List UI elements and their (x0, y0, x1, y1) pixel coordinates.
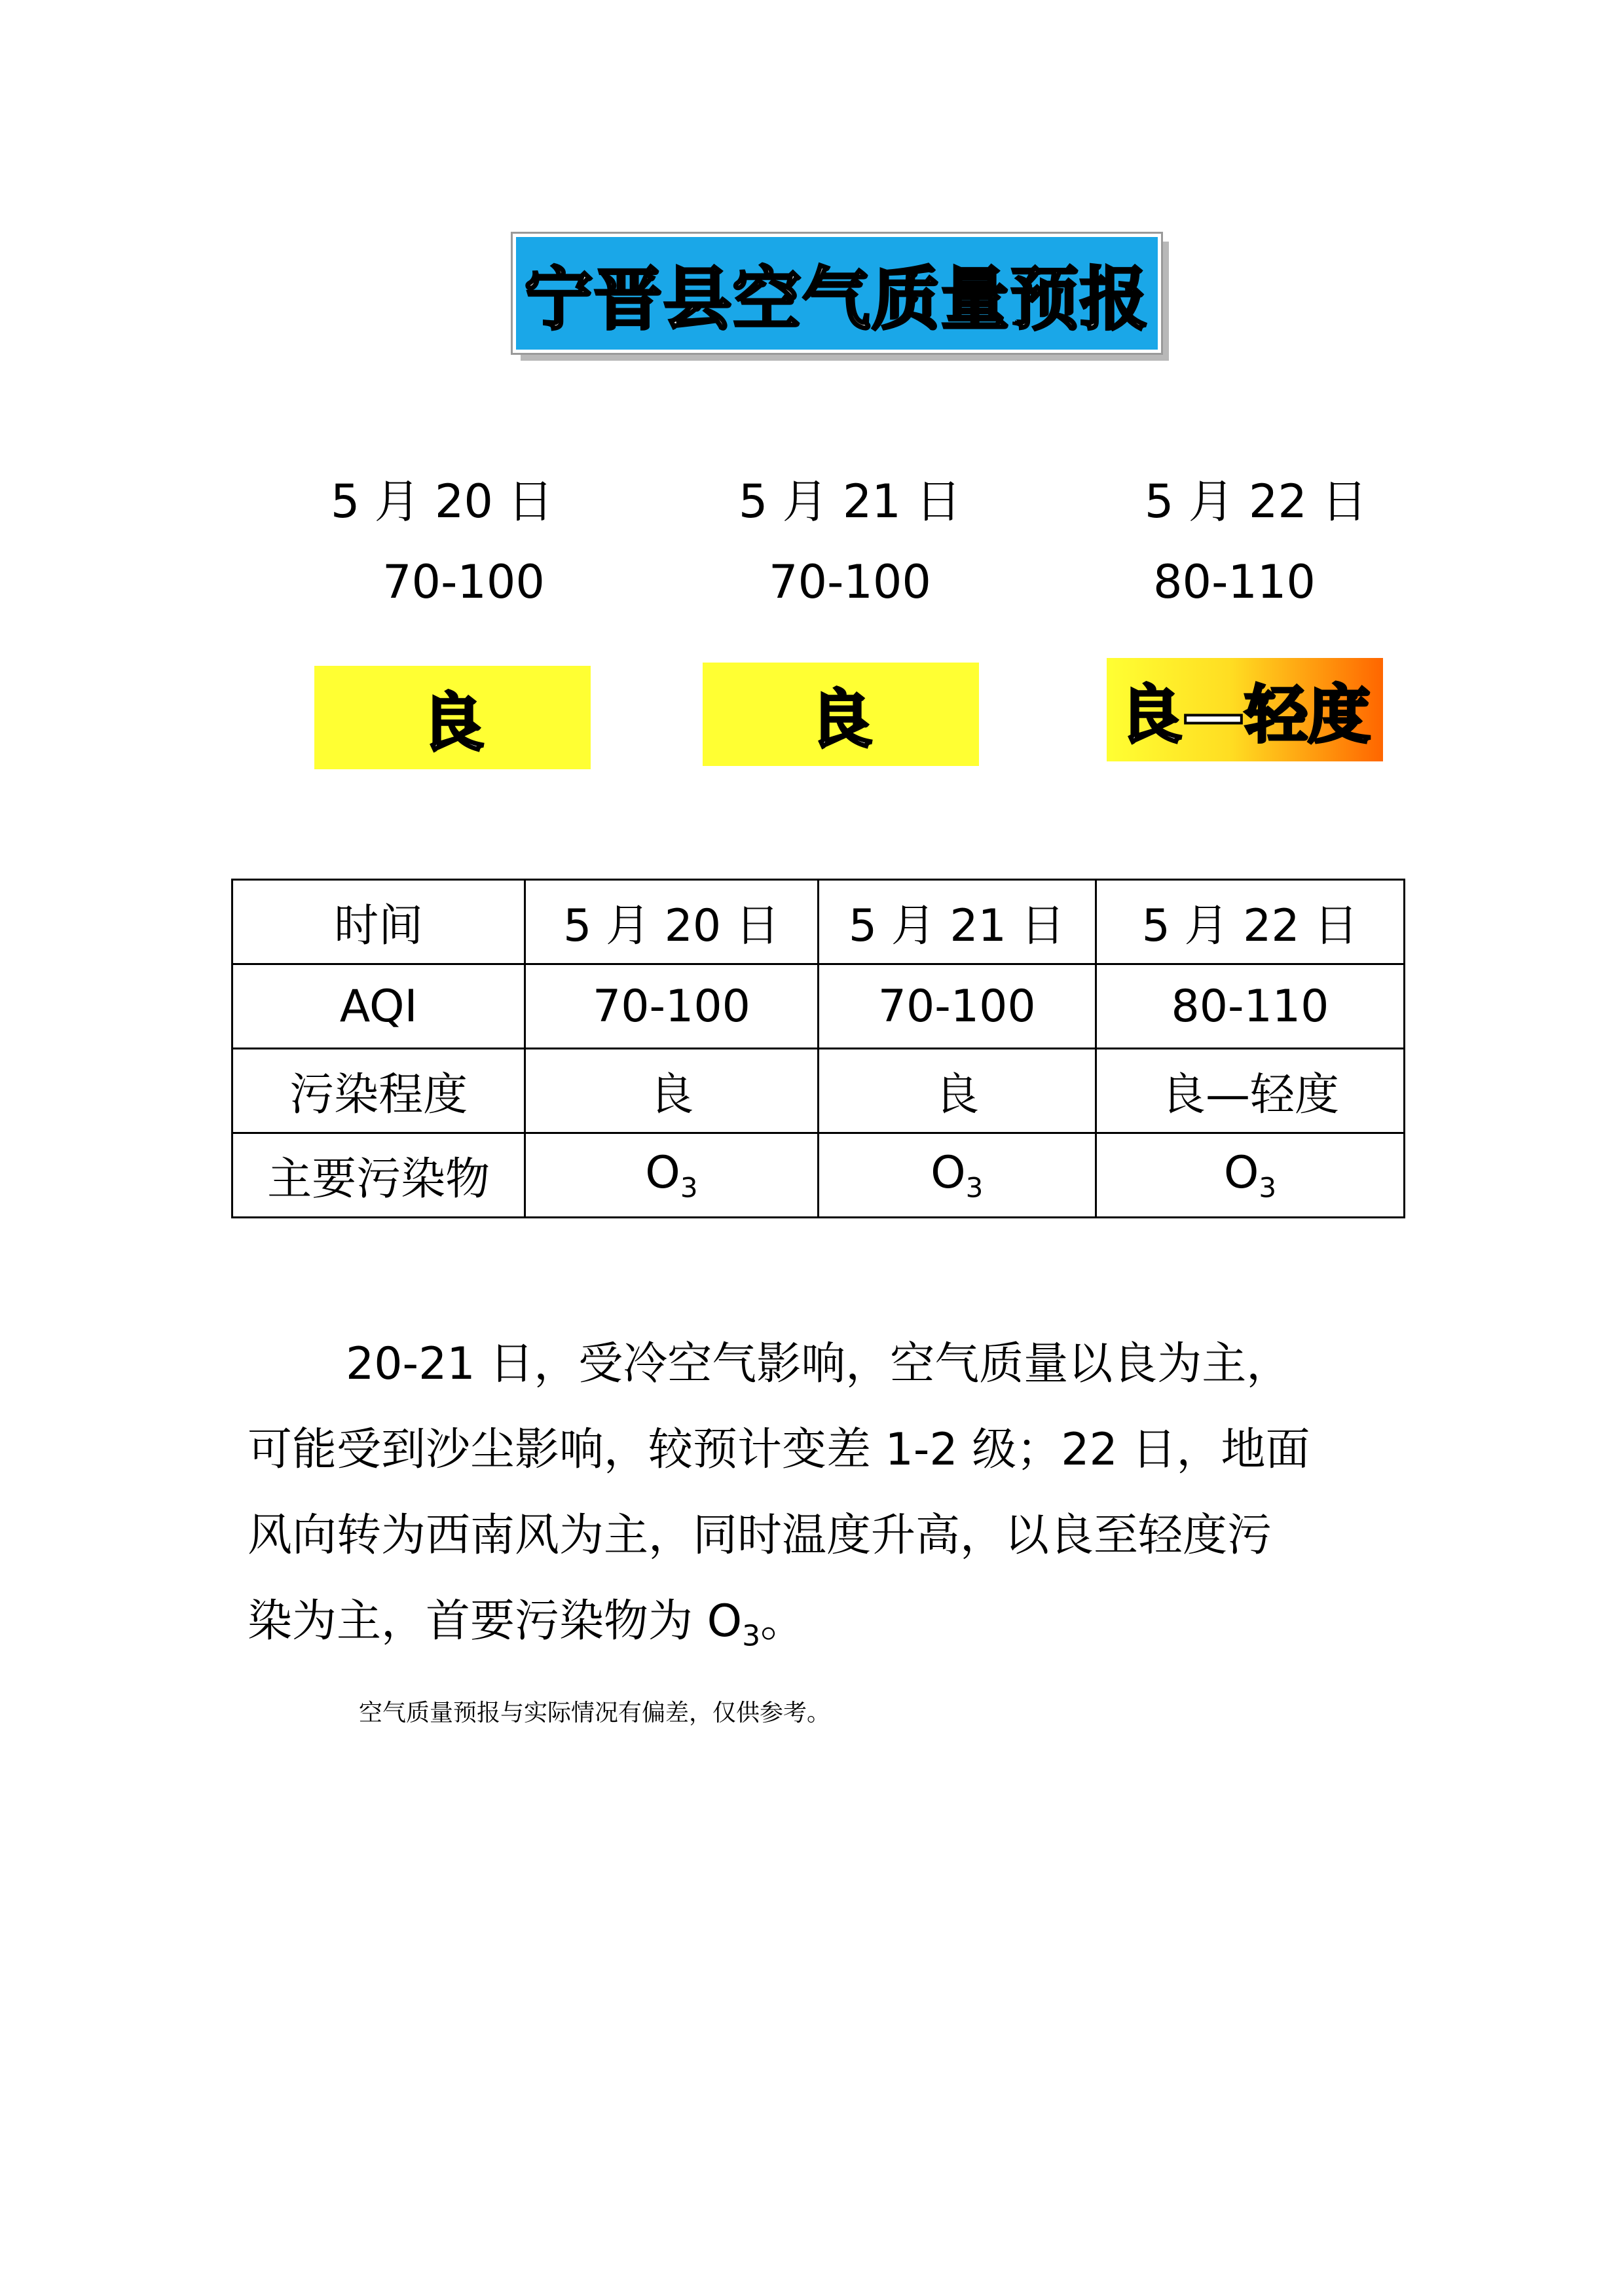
table-cell: 主要污染物 (232, 1133, 525, 1218)
disclaimer-note: 空气质量预报与实际情况有偏差，仅供参考。 (359, 1700, 831, 1726)
day2-aqi: 70-100 (769, 555, 931, 609)
day3-date: 5 月 22 日 (1144, 475, 1368, 528)
pollutant-o: O (931, 1146, 966, 1199)
table-cell: 良 (818, 1049, 1096, 1133)
table-header-cell: 时间 (232, 880, 525, 964)
day1-date: 5 月 20 日 (330, 475, 554, 528)
table-cell: 良—轻度 (1096, 1049, 1404, 1133)
title-banner (513, 234, 1161, 353)
table-cell (525, 1133, 818, 1218)
day1-level-badge (314, 666, 591, 769)
paragraph-text: 。 (760, 1595, 805, 1647)
paragraph-subscript: 3 (742, 1619, 761, 1653)
day3-aqi: 80-110 (1153, 555, 1316, 609)
table-header-cell: 5 月 22 日 (1096, 880, 1404, 964)
table-cell: 80-110 (1096, 964, 1404, 1049)
table-cell: AQI (232, 964, 525, 1049)
day2-date: 5 月 21 日 (738, 475, 962, 528)
paragraph-text: 染为主，首要污染物为 O (248, 1595, 743, 1647)
page-title: 宁晋县空气质量预报 (524, 259, 1149, 339)
day1-aqi: 70-100 (382, 555, 545, 609)
table-header-cell: 5 月 21 日 (818, 880, 1096, 964)
table-cell: 70-100 (818, 964, 1096, 1049)
pollutant-subscript: 3 (965, 1171, 984, 1204)
day3-level-badge (1107, 658, 1383, 761)
forecast-description (248, 1321, 1387, 1679)
paragraph-line: 风向转为西南风为主，同时温度升高，以良至轻度污 (248, 1510, 1272, 1561)
table-row (232, 964, 1405, 1049)
day2-level-badge (703, 663, 979, 766)
table-cell: 良 (525, 1049, 818, 1133)
pollutant-o: O (1223, 1146, 1259, 1199)
pollutant-subscript: 3 (680, 1171, 698, 1204)
table-cell (1096, 1133, 1404, 1218)
table-cell: 70-100 (525, 964, 818, 1049)
table-cell (818, 1133, 1096, 1218)
day1-level-text: 良 (421, 685, 484, 759)
day3-level-text: 良—轻度 (1119, 678, 1371, 752)
forecast-table (231, 879, 1405, 1218)
table-header-cell: 5 月 20 日 (525, 880, 818, 964)
paragraph-line (248, 1578, 1387, 1679)
table-row (232, 1133, 1405, 1218)
day2-level-text: 良 (809, 682, 872, 756)
paragraph-line: 20-21 日，受冷空气影响，空气质量以良为主， (346, 1338, 1291, 1390)
paragraph-line: 可能受到沙尘影响，较预计变差 1-2 级；22 日，地面 (248, 1424, 1310, 1476)
pollutant-subscript: 3 (1259, 1171, 1277, 1204)
table-row (232, 1049, 1405, 1133)
table-cell: 污染程度 (232, 1049, 525, 1133)
table-header-row (232, 880, 1405, 964)
pollutant-o: O (645, 1146, 680, 1199)
